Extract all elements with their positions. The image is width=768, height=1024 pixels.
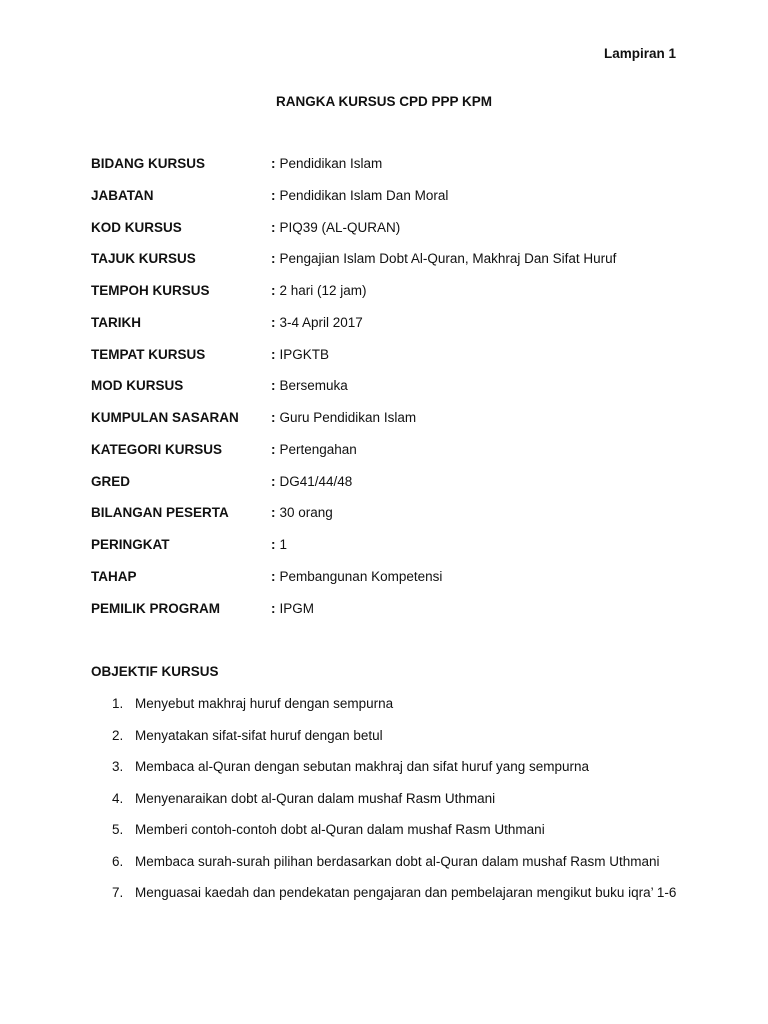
info-label: TARIKH	[91, 314, 141, 330]
info-row-peringkat	[91, 537, 691, 569]
info-row-jabatan	[91, 188, 691, 220]
info-value: Pembangunan Kompetensi	[279, 568, 443, 584]
info-value: 3-4 April 2017	[279, 314, 363, 330]
attachment-label: Lampiran 1	[603, 46, 676, 61]
info-label: KATEGORI KURSUS	[91, 441, 223, 457]
objectives-list	[91, 695, 681, 916]
list-number: 5.	[112, 822, 124, 837]
info-colon: :	[271, 410, 276, 425]
info-value: Pengajian Islam Dobt Al-Quran, Makhraj Dan Sifat Huruf	[279, 251, 617, 267]
info-row-bilangan	[91, 505, 691, 537]
info-row-tahap	[91, 569, 691, 601]
info-row-bidang	[91, 156, 691, 188]
info-colon: :	[271, 251, 276, 267]
info-colon: :	[271, 156, 276, 171]
list-number: 6.	[112, 853, 124, 869]
info-label: TAHAP	[91, 568, 137, 584]
list-item-text: Menguasai kaedah dan pendekatan pengajaran dan pembelajaran mengikut buku iqra’ 1-6	[135, 885, 677, 900]
info-label: BILANGAN PESERTA	[91, 505, 229, 521]
info-colon: :	[271, 473, 276, 489]
info-colon: :	[271, 600, 276, 616]
info-row-tempoh	[91, 283, 691, 315]
info-row-tarikh	[91, 315, 691, 347]
info-colon: :	[271, 283, 276, 298]
info-row-tajuk	[91, 251, 691, 283]
info-value: Pertengahan	[279, 441, 357, 457]
info-label: TEMPOH KURSUS	[91, 283, 210, 298]
list-number: 3.	[112, 759, 124, 774]
info-row-kategori	[91, 442, 691, 474]
list-item	[91, 790, 681, 808]
list-item	[91, 695, 681, 713]
info-label: KUMPULAN SASARAN	[91, 410, 239, 425]
list-item	[91, 853, 681, 871]
list-item-text: Memberi contoh-contoh dobt al-Quran dalam mushaf Rasm Uthmani	[135, 822, 545, 837]
objectives-heading: OBJEKTIF KURSUS	[91, 664, 219, 679]
list-item	[91, 758, 681, 776]
info-label: BIDANG KURSUS	[91, 156, 206, 171]
info-row-gred	[91, 474, 691, 506]
list-item-text: Menyatakan sifat-sifat huruf dengan betul	[135, 727, 383, 743]
info-value: Pendidikan Islam Dan Moral	[279, 187, 449, 203]
list-number: 7.	[112, 885, 124, 900]
list-item-text: Menyenaraikan dobt al-Quran dalam mushaf Rasm Uthmani	[135, 790, 496, 806]
info-colon: :	[271, 378, 276, 394]
info-colon: :	[271, 441, 276, 457]
info-value: IPGM	[279, 600, 315, 616]
list-item-text: Menyebut makhraj huruf dengan sempurna	[135, 696, 394, 711]
list-number: 4.	[112, 790, 124, 806]
info-label: KOD KURSUS	[91, 219, 182, 235]
info-label: TAJUK KURSUS	[91, 251, 196, 267]
info-row-tempat	[91, 347, 691, 379]
info-value: Bersemuka	[279, 378, 348, 394]
info-colon: :	[271, 187, 276, 203]
info-colon: :	[271, 537, 276, 552]
info-label: JABATAN	[91, 187, 154, 203]
info-colon: :	[271, 346, 276, 362]
info-value: Guru Pendidikan Islam	[279, 410, 417, 425]
info-colon: :	[271, 568, 276, 584]
info-value: Pendidikan Islam	[279, 156, 383, 171]
list-item	[91, 884, 681, 902]
course-info-table	[91, 156, 691, 632]
info-label: TEMPAT KURSUS	[91, 346, 206, 362]
info-colon: :	[271, 219, 276, 235]
info-label: MOD KURSUS	[91, 378, 184, 394]
info-row-pemilik	[91, 601, 691, 633]
info-label: PEMILIK PROGRAM	[91, 600, 221, 616]
list-number: 1.	[112, 696, 124, 711]
info-value: 2 hari (12 jam)	[279, 283, 367, 298]
list-item	[91, 727, 681, 745]
info-label: GRED	[91, 473, 131, 489]
info-row-kod	[91, 220, 691, 252]
info-label: PERINGKAT	[91, 537, 170, 552]
info-colon: :	[271, 314, 276, 330]
list-item	[91, 821, 681, 839]
list-item-text: Membaca surah-surah pilihan berdasarkan dobt al-Quran dalam mushaf Rasm Uthmani	[135, 853, 660, 869]
info-value: 30 orang	[279, 505, 333, 521]
info-value: DG41/44/48	[279, 473, 353, 489]
info-value: 1	[279, 537, 288, 552]
info-colon: :	[271, 505, 276, 521]
info-row-kumpulan	[91, 410, 691, 442]
info-row-mod	[91, 378, 691, 410]
info-value: IPGKTB	[279, 346, 330, 362]
info-value: PIQ39 (AL-QURAN)	[279, 219, 401, 235]
list-number: 2.	[112, 727, 124, 743]
list-item-text: Membaca al-Quran dengan sebutan makhraj dan sifat huruf yang sempurna	[135, 759, 590, 774]
document-title: RANGKA KURSUS CPD PPP KPM	[275, 94, 493, 109]
